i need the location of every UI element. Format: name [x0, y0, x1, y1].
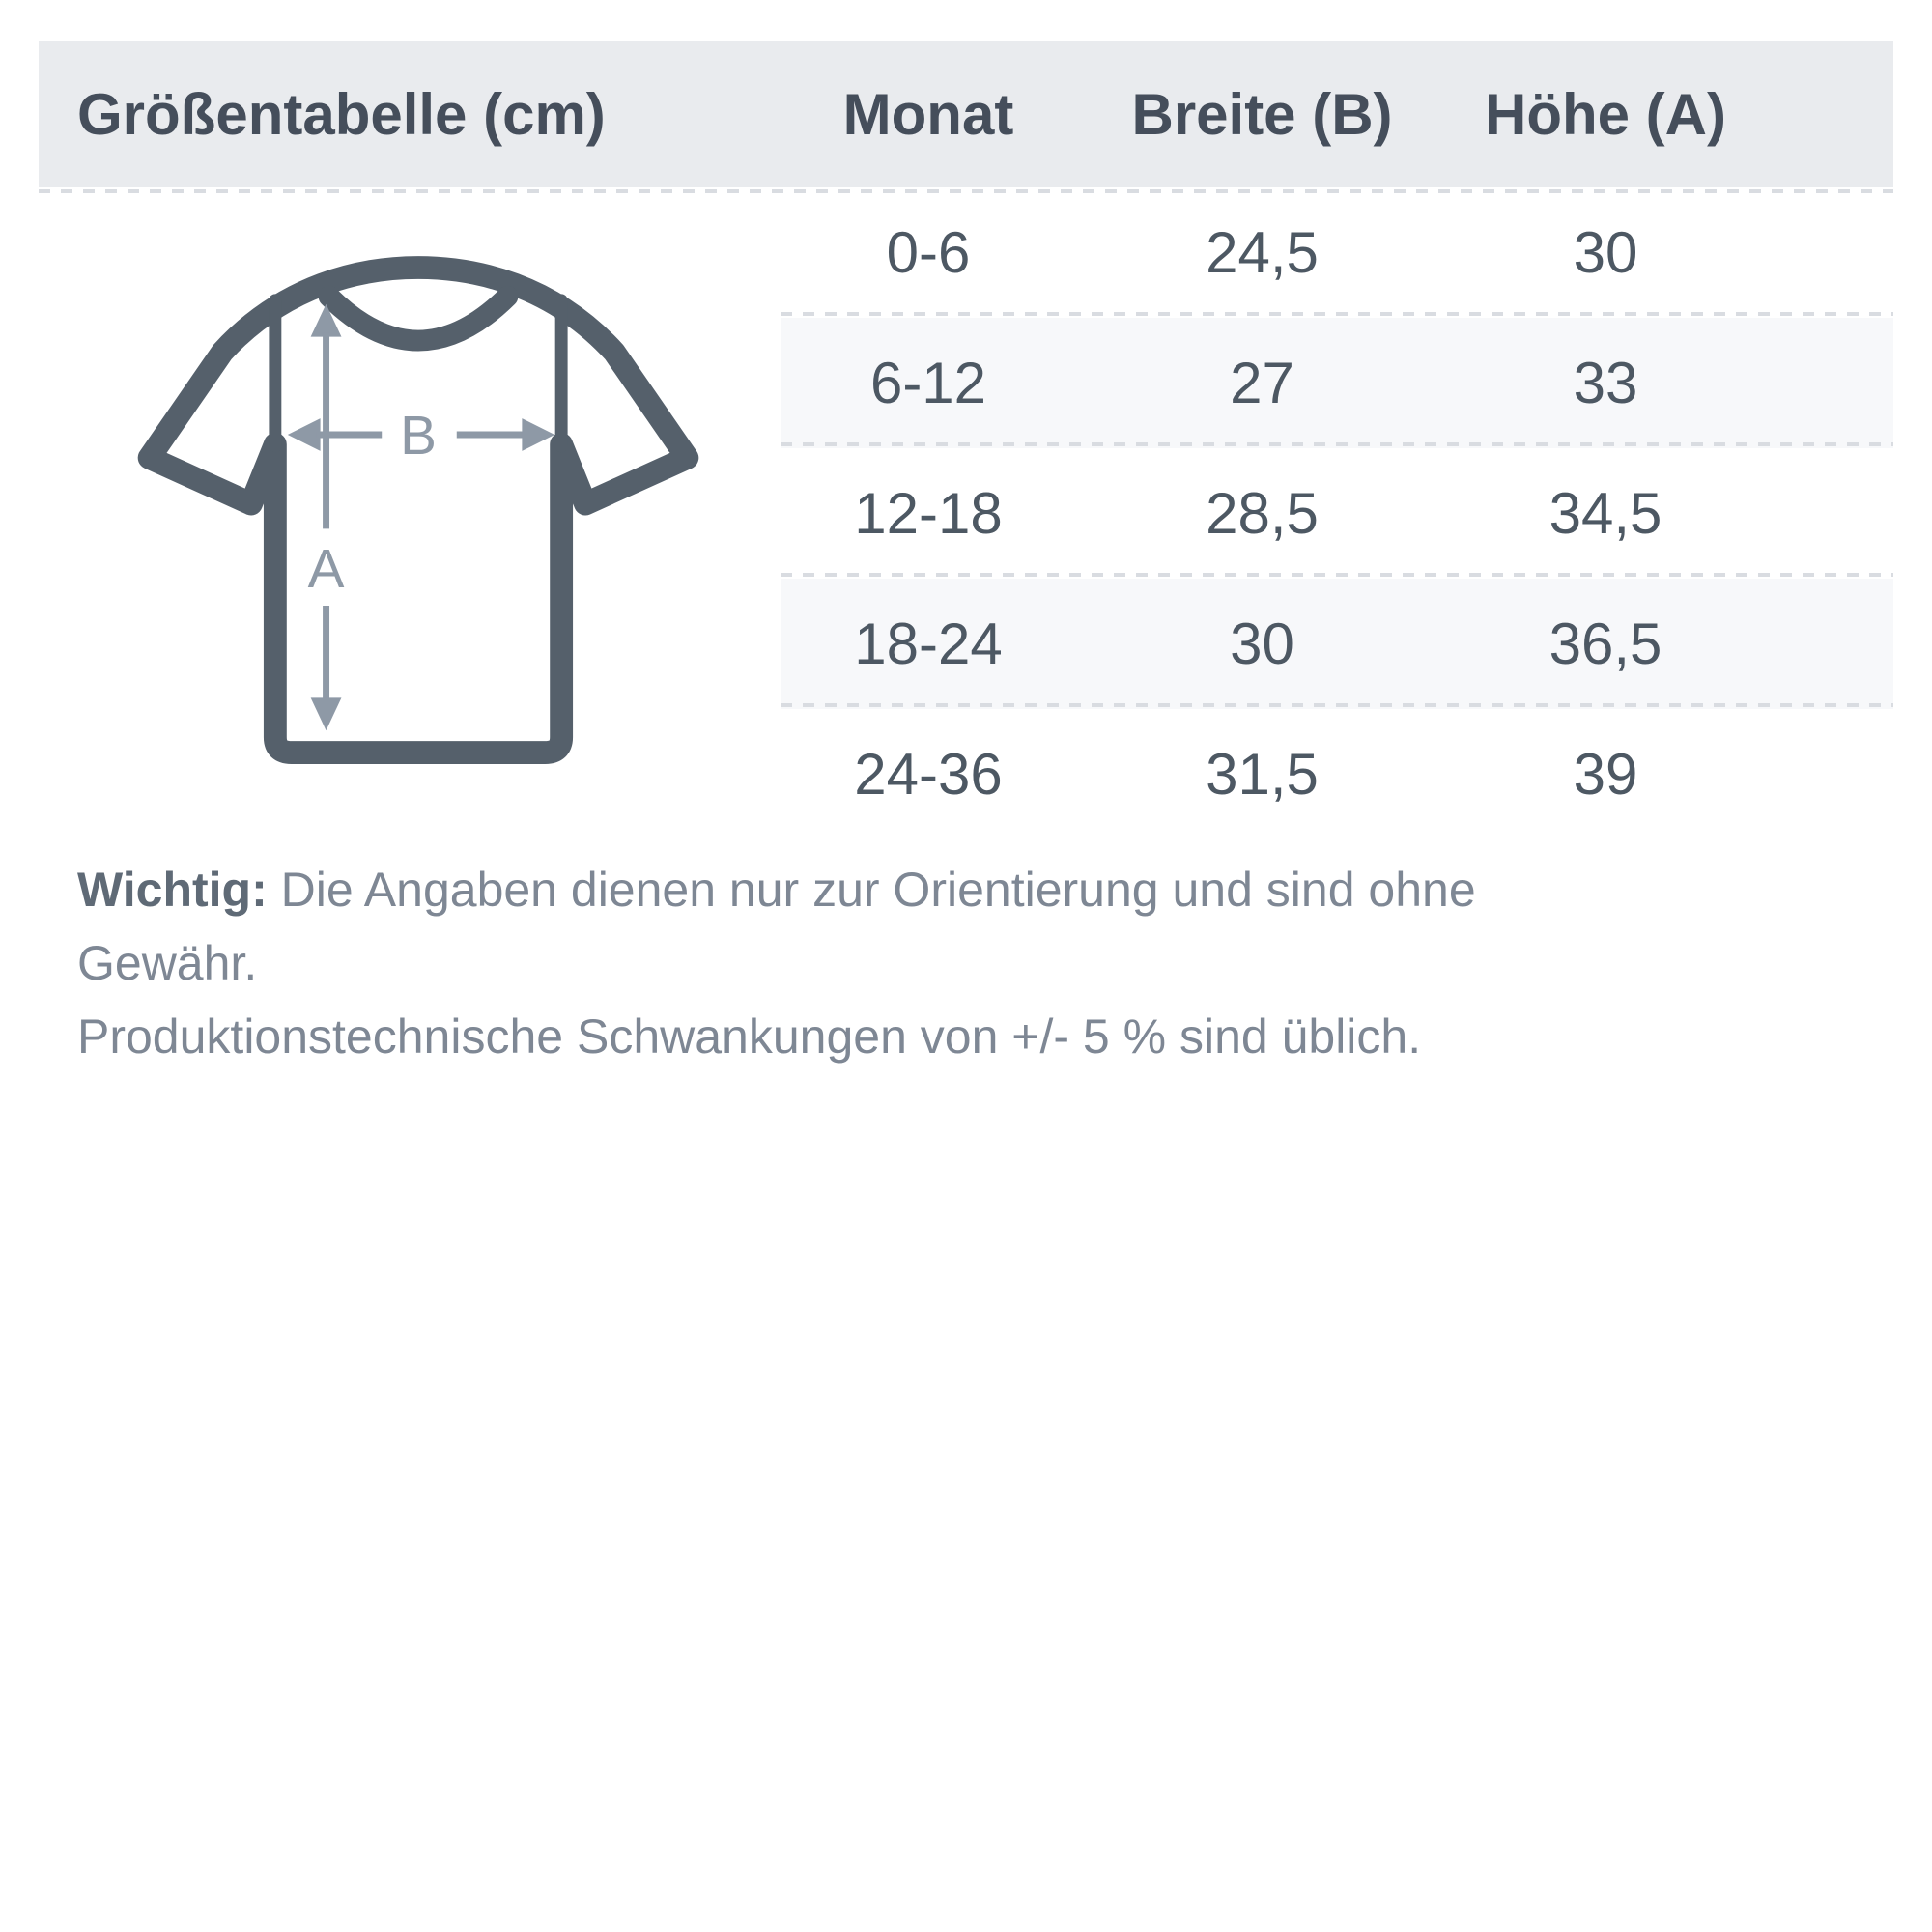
disclaimer-line-1 — [77, 853, 1546, 1000]
tshirt-measurement-diagram — [139, 268, 697, 767]
cell-breite: 27 — [1230, 351, 1294, 415]
size-table-body — [39, 187, 1893, 839]
cell-breite: 31,5 — [1206, 742, 1319, 807]
disclaimer-text: Die Angaben dienen nur zur Orientierung und sind ohne Gewähr. — [77, 863, 1476, 990]
cell-hoehe: 34,5 — [1548, 481, 1662, 546]
cell-monat: 24-36 — [854, 742, 1003, 807]
cell-hoehe: 39 — [1573, 742, 1638, 807]
disclaimer-label: Wichtig: — [77, 863, 268, 917]
width-label-b: B — [400, 405, 437, 467]
size-chart-header — [39, 41, 1893, 187]
cell-breite: 28,5 — [1206, 481, 1319, 546]
cell-monat: 12-18 — [854, 481, 1003, 546]
size-chart-title: Größentabelle (cm) — [77, 81, 606, 147]
tshirt-collar — [329, 297, 508, 341]
disclaimer-note — [39, 853, 1546, 1073]
size-chart — [39, 41, 1893, 1073]
cell-monat: 6-12 — [869, 351, 987, 415]
disclaimer-line-2: Produktionstechnische Schwankungen von +/- 5 % sind üblich. — [77, 1009, 1422, 1064]
cell-breite: 30 — [1230, 611, 1294, 676]
cell-hoehe: 36,5 — [1548, 611, 1662, 676]
cell-monat: 0-6 — [886, 220, 971, 285]
cell-hoehe: 33 — [1573, 351, 1638, 415]
cell-monat: 18-24 — [854, 611, 1003, 676]
height-label-a: A — [307, 539, 345, 601]
column-header-hoehe: Höhe (A) — [1485, 81, 1726, 147]
cell-hoehe: 30 — [1573, 220, 1638, 285]
cell-breite: 24,5 — [1206, 220, 1319, 285]
height-arrow — [308, 304, 345, 730]
column-header-monat: Monat — [842, 81, 1014, 147]
column-header-breite: Breite (B) — [1131, 81, 1393, 147]
